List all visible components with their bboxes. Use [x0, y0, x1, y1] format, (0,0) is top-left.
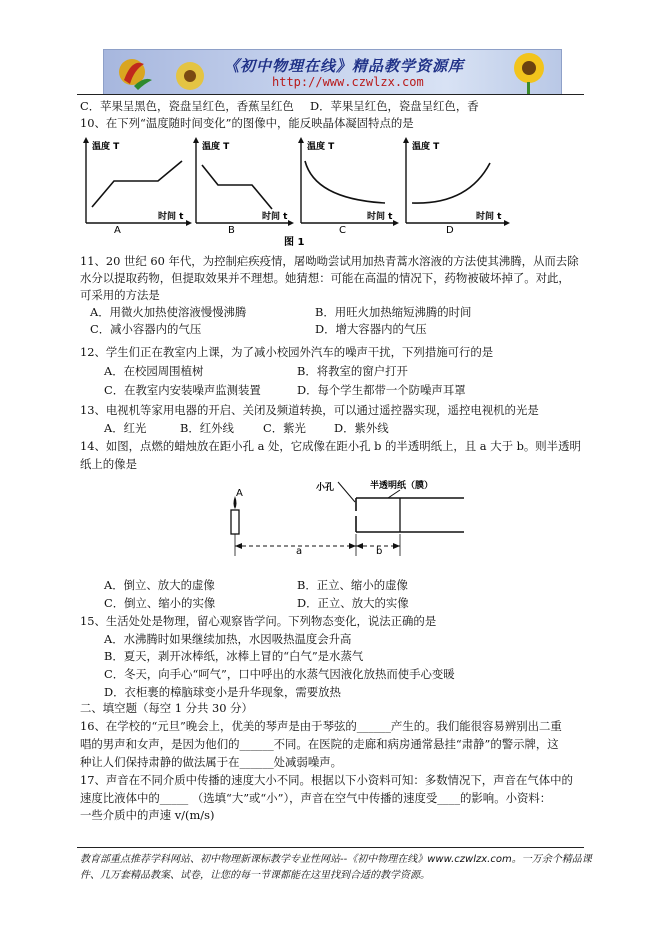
q13-option-c: C．紫光	[263, 421, 306, 435]
graph-c-ylabel: 温度 T	[307, 142, 335, 152]
q13-option-d: D．紫外线	[334, 421, 389, 435]
q14-option-b: B．正立、缩小的虚像	[297, 578, 408, 592]
graph-a-xlabel: 时间 t	[158, 212, 184, 222]
graph-c-xlabel: 时间 t	[367, 212, 393, 222]
graph-c	[298, 137, 399, 236]
q16-line-2: 唱的男声和女声，是因为他们的______不同。在医院的走廊和病房通常悬挂“肃静”的警示牌，这	[80, 737, 559, 751]
q15-option-a: A．水沸腾时如果继续加热，水因吸热温度会升高	[104, 632, 352, 646]
q14-line-1: 14、如图，点燃的蜡烛放在距小孔 a 处，它成像在距小孔 b 的半透明纸上，且 a 大于 b。则半透明	[80, 439, 581, 453]
q12-option-c: C．在教室内安装噪声监测装置	[104, 383, 261, 397]
footer-line-1: 教育部重点推荐学科网站、初中物理新课标教学专业性网站--《初中物理在线》www.czwlzx.com。一万余个精品课	[80, 854, 592, 865]
q12-option-a: A．在校园周围植树	[104, 364, 204, 378]
q17-line-2: 速度比液体中的_____ （选填“大”或“小”），声音在空气中传播的速度受____的影响。小资料：	[80, 791, 552, 805]
graph-d-xlabel: 时间 t	[476, 212, 502, 222]
q11-line-1: 11、20 世纪 60 年代，为控制疟疾疫情，屠呦呦尝试用加热青蒿水溶液的方法使其沸腾，从而去除	[80, 254, 579, 268]
q16-line-1: 16、在学校的“元旦”晚会上，优美的琴声是由于琴弦的______产生的。我们能很容易辨别出二重	[80, 719, 562, 733]
figure-1-temperature-graphs	[78, 133, 518, 251]
q11-option-b: B．用旺火加热缩短沸腾的时间	[315, 305, 472, 319]
graph-a	[83, 137, 192, 236]
pinhole-label: 小孔	[316, 483, 335, 493]
q14-option-c: C．倒立、缩小的实像	[104, 596, 216, 610]
figure-14-pinhole-diagram	[220, 476, 470, 572]
candle-icon	[231, 488, 243, 534]
graph-d	[403, 137, 510, 236]
q13-text: 13、电视机等家用电器的开启、关闭及频道转换，可以通过遥控器实现，遥控电视机的光是	[80, 403, 539, 417]
graph-b-xlabel: 时间 t	[262, 212, 288, 222]
footer-rule	[77, 847, 584, 848]
banner-url[interactable]: http://www.czwlzx.com	[272, 75, 424, 89]
q12-option-b: B．将教室的窗户打开	[297, 364, 408, 378]
q11-option-d: D．增大容器内的气压	[315, 322, 427, 336]
graph-d-ylabel: 温度 T	[412, 142, 440, 152]
q9-option-d: D．苹果呈红色，瓷盘呈红色，香	[310, 99, 479, 113]
q15-text: 15、生活处处是物理，留心观察皆学问。下列物态变化，说法正确的是	[80, 614, 437, 628]
graph-b-ylabel: 温度 T	[202, 142, 230, 152]
q15-option-b: B．夏天，剥开冰棒纸，冰棒上冒的“白气”是水蒸气	[104, 649, 364, 663]
graph-a-label: A	[114, 225, 121, 236]
q12-option-d: D．每个学生都带一个防噪声耳罩	[297, 383, 466, 397]
graph-d-label: D	[446, 225, 454, 236]
graph-a-ylabel: 温度 T	[92, 142, 120, 152]
graph-c-label: C	[339, 225, 346, 236]
q12-text: 12、学生们正在教室内上课，为了减小校园外汽车的噪声干扰，下列措施可行的是	[80, 345, 494, 359]
section-2-heading: 二、填空题（每空 1 分共 30 分）	[80, 701, 253, 715]
graph-b	[193, 137, 294, 236]
screen-label: 半透明纸（膜）	[370, 481, 434, 491]
q15-option-c: C．冬天，向手心“呵气”，口中呼出的水蒸气因液化放热而使手心变暖	[104, 667, 455, 681]
q11-line-2: 水分以提取药物，但提取效果并不理想。她猜想：可能在高温的情况下，药物被破坏掉了。对此，	[80, 271, 570, 285]
q11-option-c: C．减小容器内的气压	[90, 322, 202, 336]
q13-option-a: A．红光	[104, 421, 147, 435]
sunflower-decoration	[491, 50, 561, 94]
graph-b-label: B	[228, 225, 235, 236]
q11-line-3: 可采用的方法是	[80, 288, 160, 302]
header-banner	[103, 49, 562, 95]
figure-1-caption: 图 1	[284, 237, 305, 248]
q14-line-2: 纸上的像是	[80, 457, 137, 471]
candle-label: A	[236, 488, 243, 499]
footer-line-2: 件、几万套精品教案、试卷，让您的每一节课都能在这里找到合适的教学资源。	[80, 870, 430, 881]
q14-option-a: A．倒立、放大的虚像	[104, 578, 215, 592]
distance-b-label: b	[376, 546, 383, 557]
distance-a-label: a	[296, 546, 303, 557]
q11-option-a: A．用微火加热使溶液慢慢沸腾	[90, 305, 247, 319]
header-rule	[77, 94, 584, 95]
q14-option-d: D．正立、放大的实像	[297, 596, 409, 610]
q15-option-d: D．衣柜裹的樟脑球变小是升华现象，需要放热	[104, 685, 341, 699]
q10-text: 10、在下列“温度随时间变化”的图像中，能反映晶体凝固特点的是	[80, 116, 414, 130]
q9-option-c: C．苹果呈黑色，瓷盘呈红色，香蕉呈红色	[80, 99, 294, 113]
q16-line-3: 种让人们保持肃静的做法属于在______处减弱噪声。	[80, 755, 342, 769]
q17-line-1: 17、声音在不同介质中传播的速度大小不同。根据以下小资料可知：多数情况下，声音在气体中的	[80, 773, 573, 787]
q13-option-b: B．红外线	[180, 421, 234, 435]
q17-line-3: 一些介质中的声速 v/(m/s)	[80, 808, 215, 822]
banner-title: 《初中物理在线》精品教学资源库	[224, 57, 465, 75]
banner-logo	[104, 50, 214, 94]
